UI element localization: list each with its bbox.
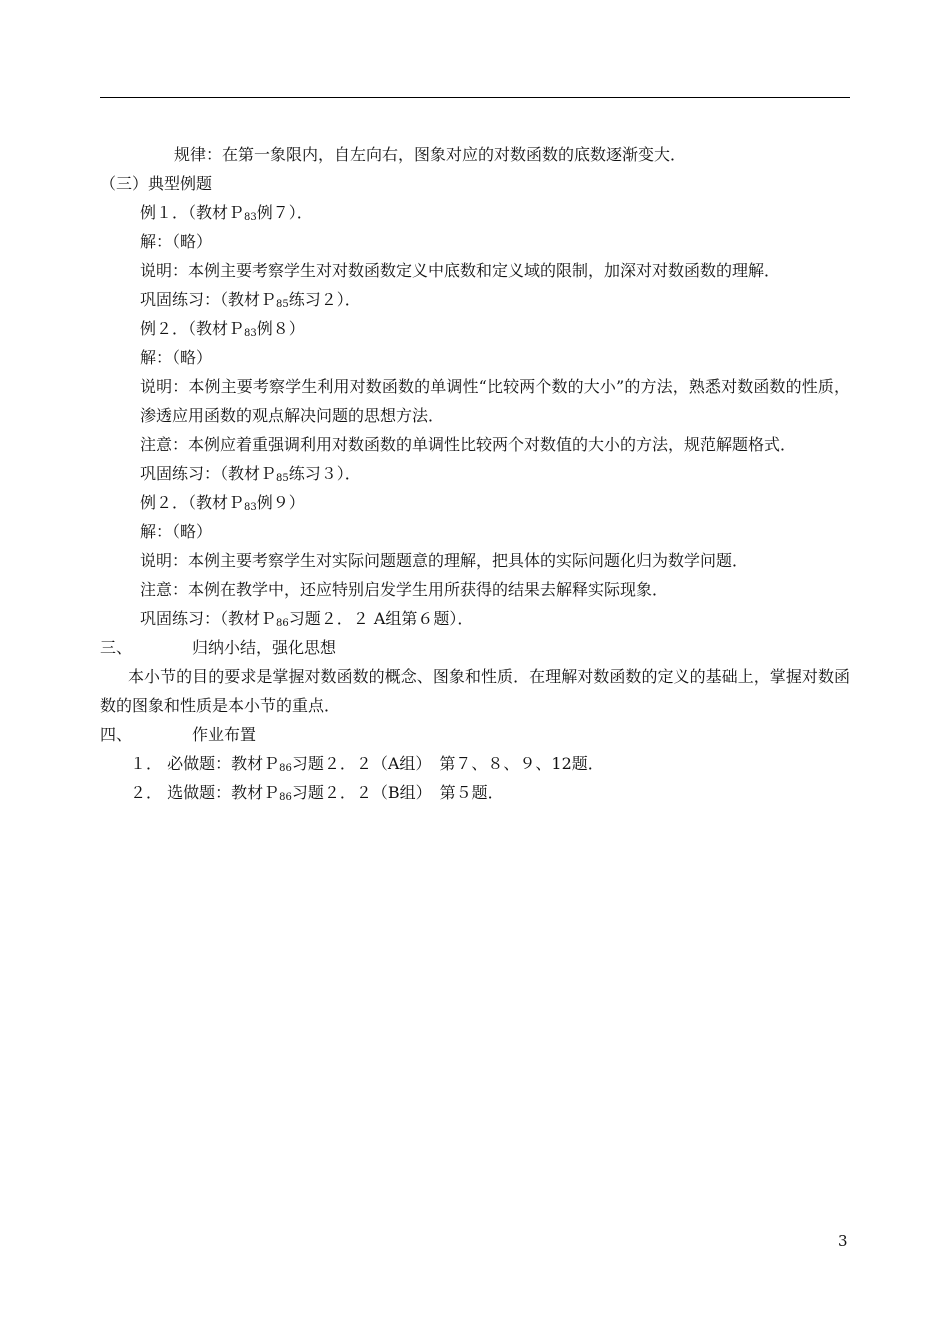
section-heading-homework: 四、 作业布置 xyxy=(100,725,257,744)
page-number: 3 xyxy=(838,1232,848,1250)
practice-1: 巩固练习：（教材Ｐ$_{85}$练习２）． xyxy=(140,290,361,310)
note-2: 说明：本例主要考察学生利用对数函数的单调性“比较两个数的大小”的方法，熟悉对数函数的性质，渗透应用函数的观点解决问题的思想方法． xyxy=(140,377,850,425)
solution-1: 解：（略） xyxy=(140,232,213,251)
summary-paragraph: 本小节的目的要求是掌握对数函数的概念、图象和性质．在理解对数函数的定义的基础上，掌握对数函数的图象和性质是本小节的重点． xyxy=(100,667,850,715)
note-3: 说明：本例主要考察学生对实际问题题意的理解，把具体的实际问题化归为数学问题． xyxy=(140,551,749,570)
attention-3: 注意：本例在教学中，还应特别启发学生用所获得的结果去解释实际现象． xyxy=(140,580,669,599)
solution-3: 解：（略） xyxy=(140,522,213,541)
section-heading-summary: 三、 归纳小结，强化思想 xyxy=(100,638,337,657)
document-body xyxy=(100,140,850,807)
example-1: 例１．（教材Ｐ$_{83}$例７）． xyxy=(140,203,313,223)
attention-2: 注意：本例应着重强调利用对数函数的单调性比较两个对数值的大小的方法，规范解题格式． xyxy=(140,435,797,454)
homework-item-2: ２． 选做题：教材Ｐ$_{86}$习题２．２（B组） 第５题． xyxy=(130,783,504,803)
practice-3: 巩固练习：（教材Ｐ$_{86}$习题２．２ A组第６题）． xyxy=(140,609,474,629)
example-2: 例２．（教材Ｐ$_{83}$例８） xyxy=(140,319,305,339)
solution-2: 解：（略） xyxy=(140,348,213,367)
practice-2: 巩固练习：（教材Ｐ$_{85}$练习３）． xyxy=(140,464,361,484)
note-1: 说明：本例主要考察学生对对数函数定义中底数和定义域的限制，加深对对数函数的理解． xyxy=(140,261,781,280)
section-heading-examples: （三）典型例题 xyxy=(100,174,213,193)
homework-item-1: １． 必做题：教材Ｐ$_{86}$习题２．２（A组） 第７、８、９、12题． xyxy=(130,754,604,774)
rule-paragraph: 规律：在第一象限内，自左向右，图象对应的对数函数的底数逐渐变大． xyxy=(174,145,687,164)
example-3: 例２．（教材Ｐ$_{83}$例９） xyxy=(140,493,305,513)
header-rule xyxy=(100,97,850,98)
